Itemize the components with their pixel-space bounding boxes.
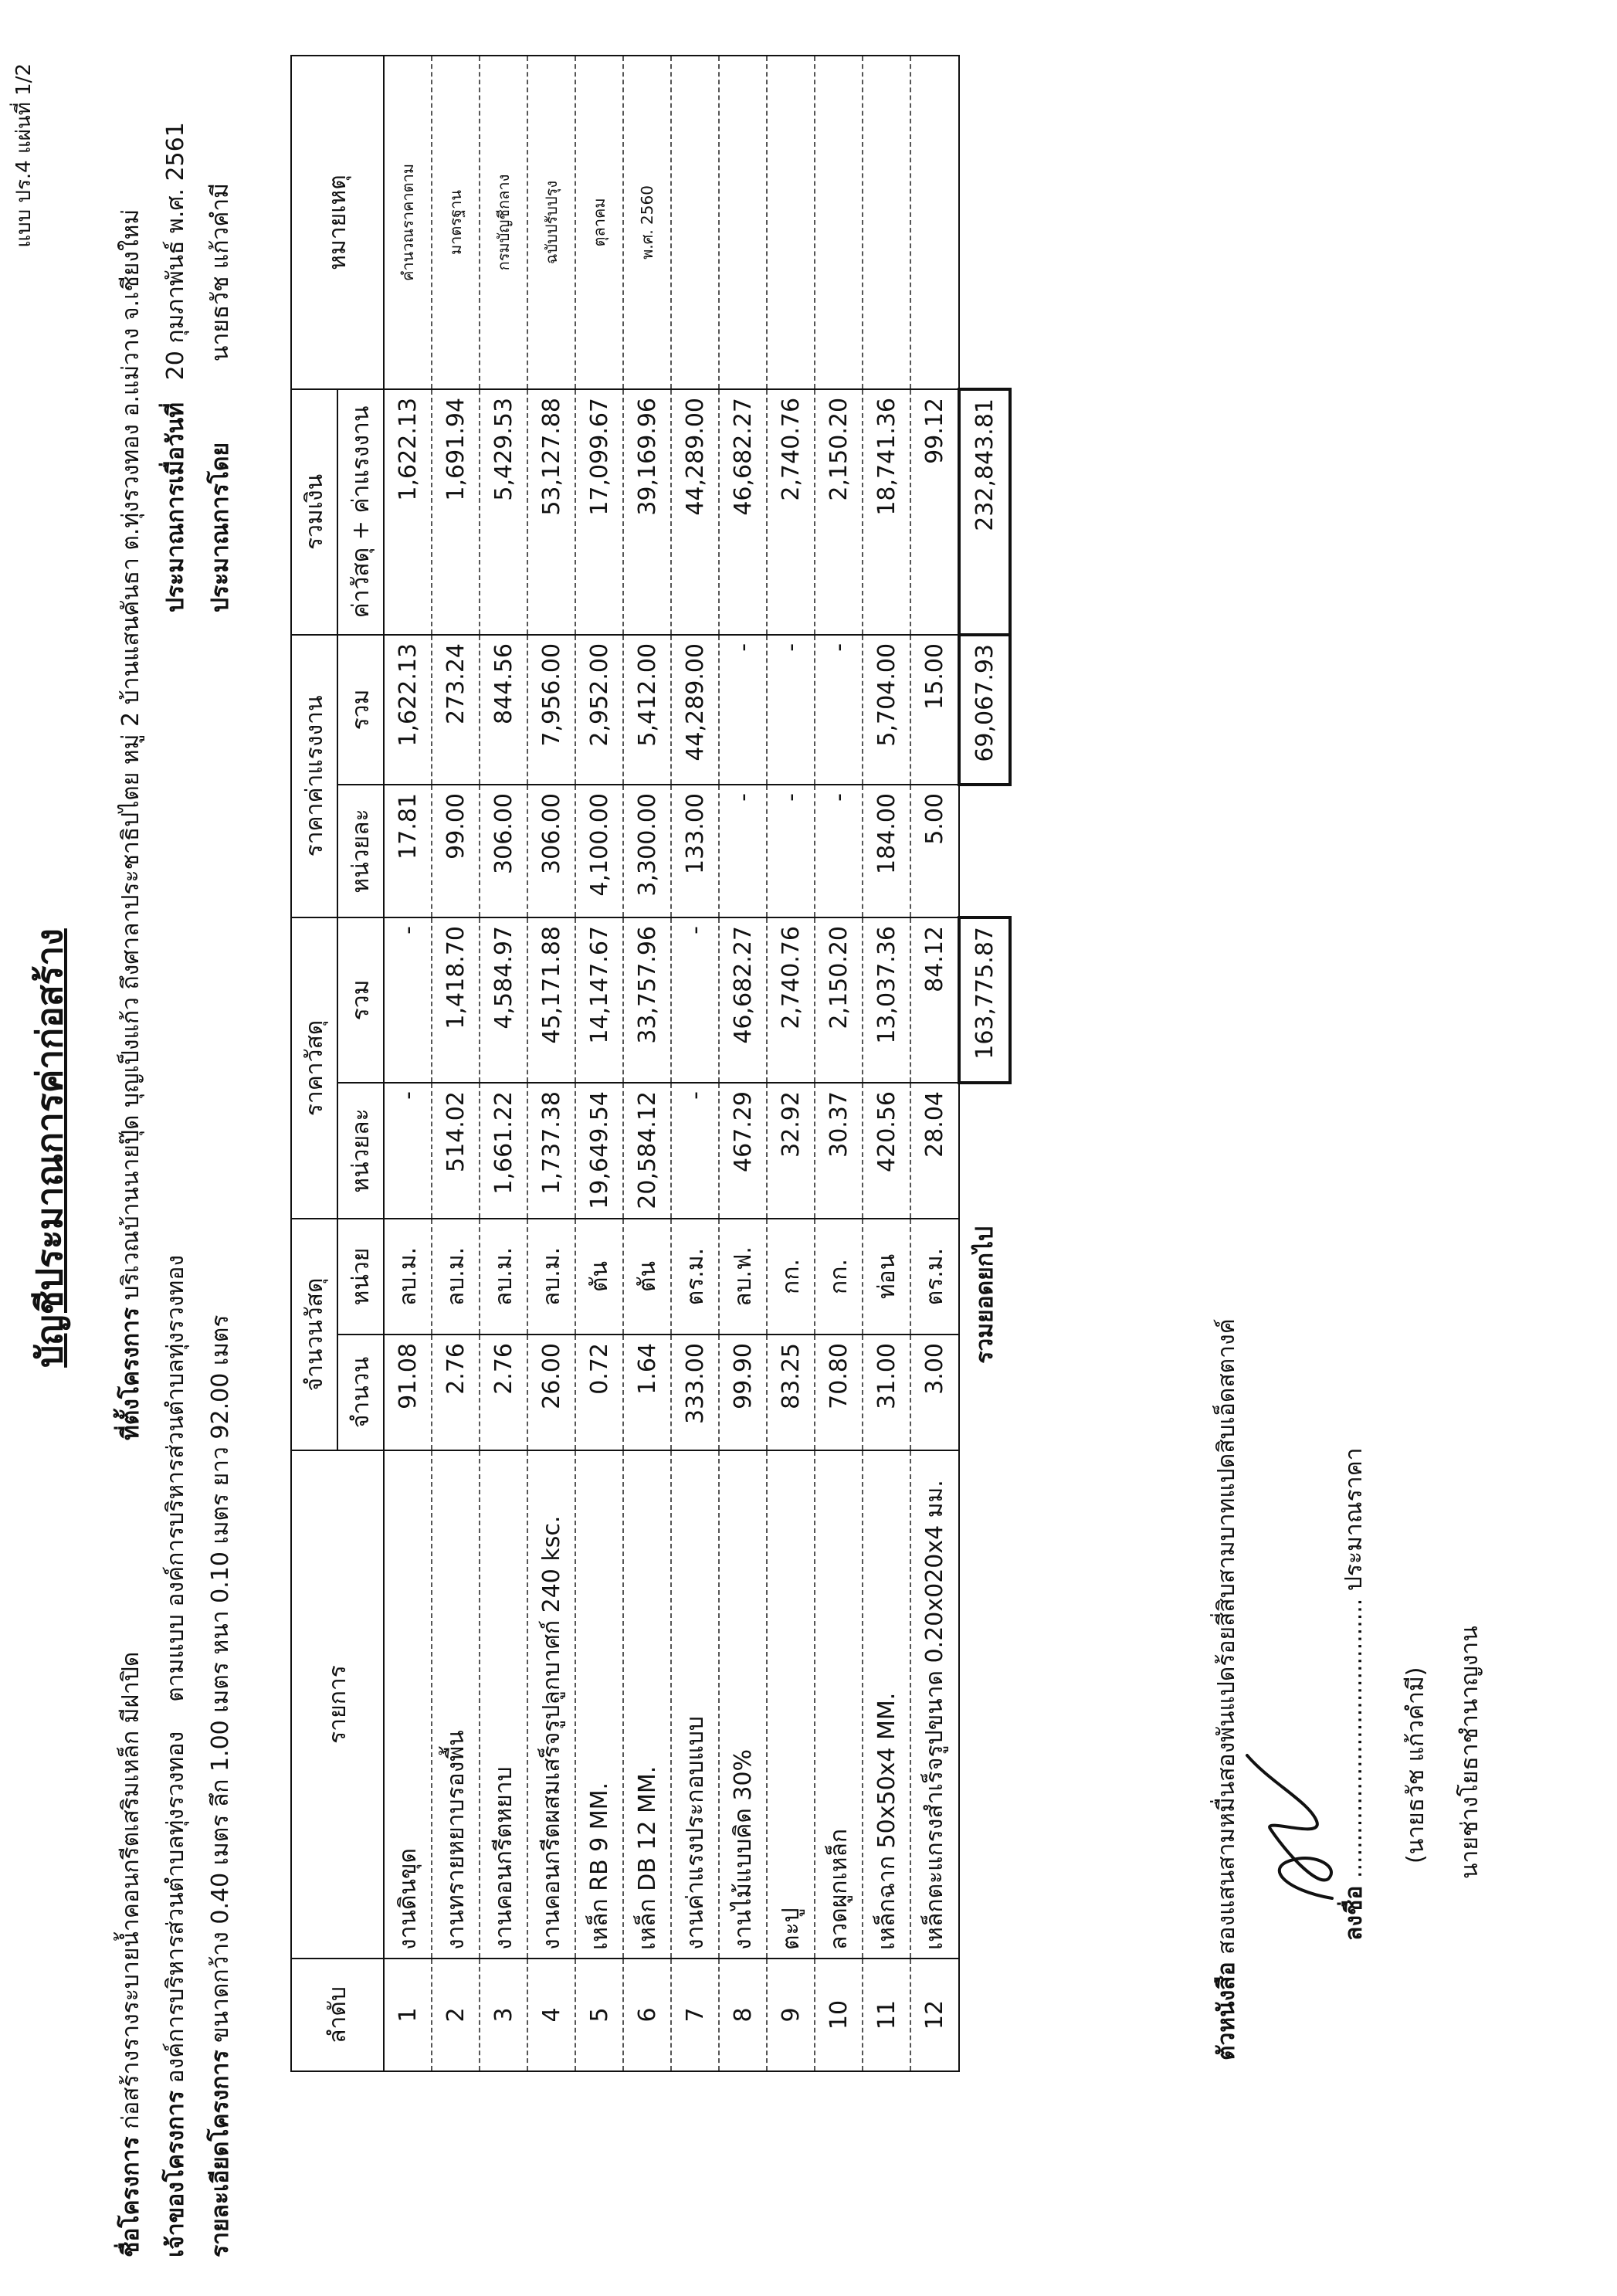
remark: พ.ศ. 2560: [623, 56, 671, 389]
labor-unit-price: 306.00: [527, 785, 575, 917]
material-total: -: [384, 917, 432, 1083]
quantity: 26.00: [527, 1335, 575, 1450]
material-total: 13,037.36: [863, 917, 910, 1083]
item-name: งานดินขุด: [384, 1450, 432, 1959]
estimator-line: [202, 183, 239, 612]
row-number: 11: [863, 1959, 910, 2071]
signer-name: (นายธวัช แก้วคำมี): [1402, 1667, 1429, 1864]
material-unit-price: -: [384, 1083, 432, 1219]
item-name: เหล็ก DB 12 MM.: [623, 1450, 671, 1959]
quantity: 91.08: [384, 1335, 432, 1450]
table-row: [671, 56, 719, 2071]
material-unit-price: 30.37: [815, 1083, 863, 1219]
header-qty: จำนวน: [337, 1335, 384, 1450]
quantity: 333.00: [671, 1335, 719, 1450]
item-name: เหล็ก RB 9 MM.: [575, 1450, 623, 1959]
row-sum: 18,741.36: [863, 389, 910, 635]
labor-total: 5,704.00: [863, 635, 910, 785]
amount-words-label: ตัวหนังสือ: [1213, 1962, 1240, 2060]
material-unit-price: 467.29: [719, 1083, 767, 1219]
quantity: 3.00: [910, 1335, 959, 1450]
header-labor-group: ราคาค่าแรงงาน: [291, 635, 337, 917]
unit: ลบ.ฟ.: [719, 1219, 767, 1335]
row-sum: 46,682.27: [719, 389, 767, 635]
item-name: งานคอนกรีตหยาบ: [480, 1450, 527, 1959]
table-row: [815, 56, 863, 2071]
material-total: 84.12: [910, 917, 959, 1083]
material-total: -: [671, 917, 719, 1083]
row-number: 1: [384, 1959, 432, 2071]
labor-unit-price: -: [719, 785, 767, 917]
remark: มาตรฐาน: [432, 56, 480, 389]
table-row: [480, 56, 527, 2071]
labor-unit-price: 99.00: [432, 785, 480, 917]
form-number: แบบ ปร.4 แผ่นที่ 1/2: [12, 63, 36, 248]
item-name: งานคอนกรีตผสมเสร็จรูปลูกบาศก์ 240 ksc.: [527, 1450, 575, 1959]
labor-grand-total: 69,067.93: [959, 635, 1010, 785]
details-line: [202, 1315, 239, 2257]
owner-label: เจ้าของโครงการ: [162, 2091, 189, 2257]
item-name: เหล็กตะแกรงสำเร็จรูปขนาด 0.20x020x4 มม.: [910, 1450, 959, 1959]
material-unit-price: 420.56: [863, 1083, 910, 1219]
signer-position: นายช่างโยธาชำนาญงาน: [1456, 1626, 1483, 1879]
material-total: 46,682.27: [719, 917, 767, 1083]
material-total: 45,171.88: [527, 917, 575, 1083]
labor-unit-price: 3,300.00: [623, 785, 671, 917]
remark: [767, 56, 815, 389]
material-unit-price: -: [671, 1083, 719, 1219]
quantity: 2.76: [432, 1335, 480, 1450]
design-value: องค์การบริหารส่วนตำบลทุ่งรวงทอง: [162, 1255, 189, 1607]
unit: ท่อน: [863, 1219, 910, 1335]
row-number: 9: [767, 1959, 815, 2071]
labor-unit-price: 4,100.00: [575, 785, 623, 917]
row-number: 8: [719, 1959, 767, 2071]
material-unit-price: 32.92: [767, 1083, 815, 1219]
labor-total: 15.00: [910, 635, 959, 785]
location-value: บริเวณบ้านนายปุ๊ด บุญเป็งแก้ว ถึงศาลาประชาธิปไตย หมู่ 2 บ้านแสนคันธา ต.ทุ่งรวงทอง อ.แม่วาง จ.เชียงใหม่: [117, 209, 144, 1301]
design-label: ตามแบบ: [162, 1614, 189, 1702]
labor-unit-price: -: [767, 785, 815, 917]
quantity: 83.25: [767, 1335, 815, 1450]
unit: ลบ.ม.: [527, 1219, 575, 1335]
material-total: 2,740.76: [767, 917, 815, 1083]
labor-total: 7,956.00: [527, 635, 575, 785]
row-number: 3: [480, 1959, 527, 2071]
table-row: [910, 56, 959, 2071]
labor-unit-price: 5.00: [910, 785, 959, 917]
material-unit-price: 1,737.38: [527, 1083, 575, 1219]
remark: [910, 56, 959, 389]
row-sum: 1,691.94: [432, 389, 480, 635]
quantity: 1.64: [623, 1335, 671, 1450]
location-label: ที่ตั้งโครงการ: [117, 1307, 144, 1440]
item-name: งานไม้แบบคิด 30%: [719, 1450, 767, 1959]
location-line: [113, 209, 149, 1440]
table-row: [767, 56, 815, 2071]
labor-unit-price: 17.81: [384, 785, 432, 917]
row-sum: 99.12: [910, 389, 959, 635]
row-sum: 5,429.53: [480, 389, 527, 635]
header-qty-group: จำนวนวัสดุ: [291, 1219, 337, 1450]
row-sum: 1,622.13: [384, 389, 432, 635]
material-total: 1,418.70: [432, 917, 480, 1083]
row-number: 4: [527, 1959, 575, 2071]
remark: ฉบับปรับปรุง: [527, 56, 575, 389]
labor-unit-price: -: [815, 785, 863, 917]
details-value: ขนาดกว้าง 0.40 เมตร ลึก 1.00 เมตร หนา 0.10 เมตร ยาว 92.00 เมตร: [207, 1314, 234, 2043]
unit: ลบ.ม.: [384, 1219, 432, 1335]
quantity: 0.72: [575, 1335, 623, 1450]
remark: คำนวณราคาตาม: [384, 56, 432, 389]
unit: ตัน: [575, 1219, 623, 1335]
row-sum: 39,169.96: [623, 389, 671, 635]
labor-total: 273.24: [432, 635, 480, 785]
material-unit-price: 1,661.22: [480, 1083, 527, 1219]
signature-line: [1336, 1448, 1372, 1942]
row-number: 7: [671, 1959, 719, 2071]
remark: ตุลาคม: [575, 56, 623, 389]
table-row: [575, 56, 623, 2071]
row-number: 2: [432, 1959, 480, 2071]
material-grand-total: 163,775.87: [959, 917, 1010, 1083]
header-material-total: รวม: [337, 917, 384, 1083]
material-total: 4,584.97: [480, 917, 527, 1083]
header-sum-group: รวมเงิน: [291, 389, 337, 635]
unit: ตัน: [623, 1219, 671, 1335]
estimate-date-value: 20 กุมภาพันธ์ พ.ศ. 2561: [162, 122, 189, 381]
table-row: [384, 56, 432, 2071]
cost-table: [290, 55, 1012, 2072]
quantity: 2.76: [480, 1335, 527, 1450]
quantity: 70.80: [815, 1335, 863, 1450]
project-value: ก่อสร้างรางระบายน้ำคอนกรีตเสริมเหล็ก มีฝาปิด: [117, 1651, 144, 2129]
table-row: [527, 56, 575, 2071]
table-row: [623, 56, 671, 2071]
row-sum: 17,099.67: [575, 389, 623, 635]
material-total: 33,757.96: [623, 917, 671, 1083]
labor-unit-price: 133.00: [671, 785, 719, 917]
item-name: เหล็กฉาก 50x50x4 MM.: [863, 1450, 910, 1959]
row-sum: 44,289.00: [671, 389, 719, 635]
header-labor-unit-price: หน่วยละ: [337, 785, 384, 917]
signature-label: ลงชื่อ: [1341, 1885, 1368, 1941]
remark: [863, 56, 910, 389]
signature-role: ประมาณราคา: [1341, 1447, 1368, 1592]
header-labor-total: รวม: [337, 635, 384, 785]
material-total: 14,147.67: [575, 917, 623, 1083]
amount-in-words: [1209, 1318, 1245, 2060]
owner-value: องค์การบริหารส่วนตำบลทุ่งรวงทอง: [162, 1731, 189, 2084]
labor-unit-price: 306.00: [480, 785, 527, 917]
table-row: [432, 56, 480, 2071]
unit: กก.: [815, 1219, 863, 1335]
unit: กก.: [767, 1219, 815, 1335]
header-material-unit-price: หน่วยละ: [337, 1083, 384, 1219]
row-sum: 2,150.20: [815, 389, 863, 635]
unit: ตร.ม.: [671, 1219, 719, 1335]
header-no: ลำดับ: [291, 1959, 384, 2071]
owner-line: [158, 1255, 194, 2257]
labor-total: -: [767, 635, 815, 785]
labor-total: -: [719, 635, 767, 785]
item-name: ตะปู: [767, 1450, 815, 1959]
estimate-date-line: [158, 122, 194, 612]
labor-unit-price: 184.00: [863, 785, 910, 917]
material-unit-price: 514.02: [432, 1083, 480, 1219]
labor-total: 2,952.00: [575, 635, 623, 785]
grand-total: 232,843.81: [959, 389, 1010, 635]
labor-total: -: [815, 635, 863, 785]
table-row: [719, 56, 767, 2071]
header-sum-sub: ค่าวัสดุ + ค่าแรงงาน: [337, 389, 384, 635]
row-number: 5: [575, 1959, 623, 2071]
labor-total: 844.56: [480, 635, 527, 785]
material-unit-price: 20,584.12: [623, 1083, 671, 1219]
material-unit-price: 19,649.54: [575, 1083, 623, 1219]
project-label: ชื่อโครงการ: [117, 2136, 144, 2257]
remark: [671, 56, 719, 389]
table-row: [863, 56, 910, 2071]
estimator-value: นายธวัช แก้วคำมี: [207, 183, 234, 362]
row-number: 10: [815, 1959, 863, 2071]
amount-words-value: สองแสนสามหมื่นสองพันแปดร้อยสี่สิบสามบาทแปดสิบเอ็ดสตางค์: [1213, 1318, 1240, 1955]
estimate-date-label: ประมาณการเมื่อวันที่: [162, 402, 189, 612]
project-line: [113, 1652, 149, 2257]
remark: [719, 56, 767, 389]
remark: [815, 56, 863, 389]
unit: ลบ.ม.: [432, 1219, 480, 1335]
header-item: รายการ: [291, 1450, 384, 1959]
unit: ตร.ม.: [910, 1219, 959, 1335]
labor-total: 1,622.13: [384, 635, 432, 785]
carry-forward-label: รวมยอดยกไป: [971, 1226, 998, 1364]
material-unit-price: 28.04: [910, 1083, 959, 1219]
labor-total: 44,289.00: [671, 635, 719, 785]
row-number: 12: [910, 1959, 959, 2071]
material-total: 2,150.20: [815, 917, 863, 1083]
header-remark: หมายเหตุ: [291, 56, 384, 389]
item-name: งานค่าแรงประกอบแบบ: [671, 1450, 719, 1959]
document-title: บัญชีประมาณการค่าก่อสร้าง: [29, 928, 70, 1368]
labor-total: 5,412.00: [623, 635, 671, 785]
row-number: 6: [623, 1959, 671, 2071]
unit: ลบ.ม.: [480, 1219, 527, 1335]
item-name: ลวดผูกเหล็ก: [815, 1450, 863, 1959]
item-name: งานทรายหยาบรองพื้น: [432, 1450, 480, 1959]
remark: กรมบัญชีกลาง: [480, 56, 527, 389]
row-sum: 2,740.76: [767, 389, 815, 635]
estimator-label: ประมาณการโดย: [207, 442, 234, 612]
quantity: 31.00: [863, 1335, 910, 1450]
row-sum: 53,127.88: [527, 389, 575, 635]
quantity: 99.90: [719, 1335, 767, 1450]
details-label: รายละเอียดโครงการ: [207, 2050, 234, 2257]
header-material-group: ราคาวัสดุ: [291, 917, 337, 1219]
header-unit: หน่วย: [337, 1219, 384, 1335]
signature-dots: ......................................: [1341, 1598, 1368, 1879]
